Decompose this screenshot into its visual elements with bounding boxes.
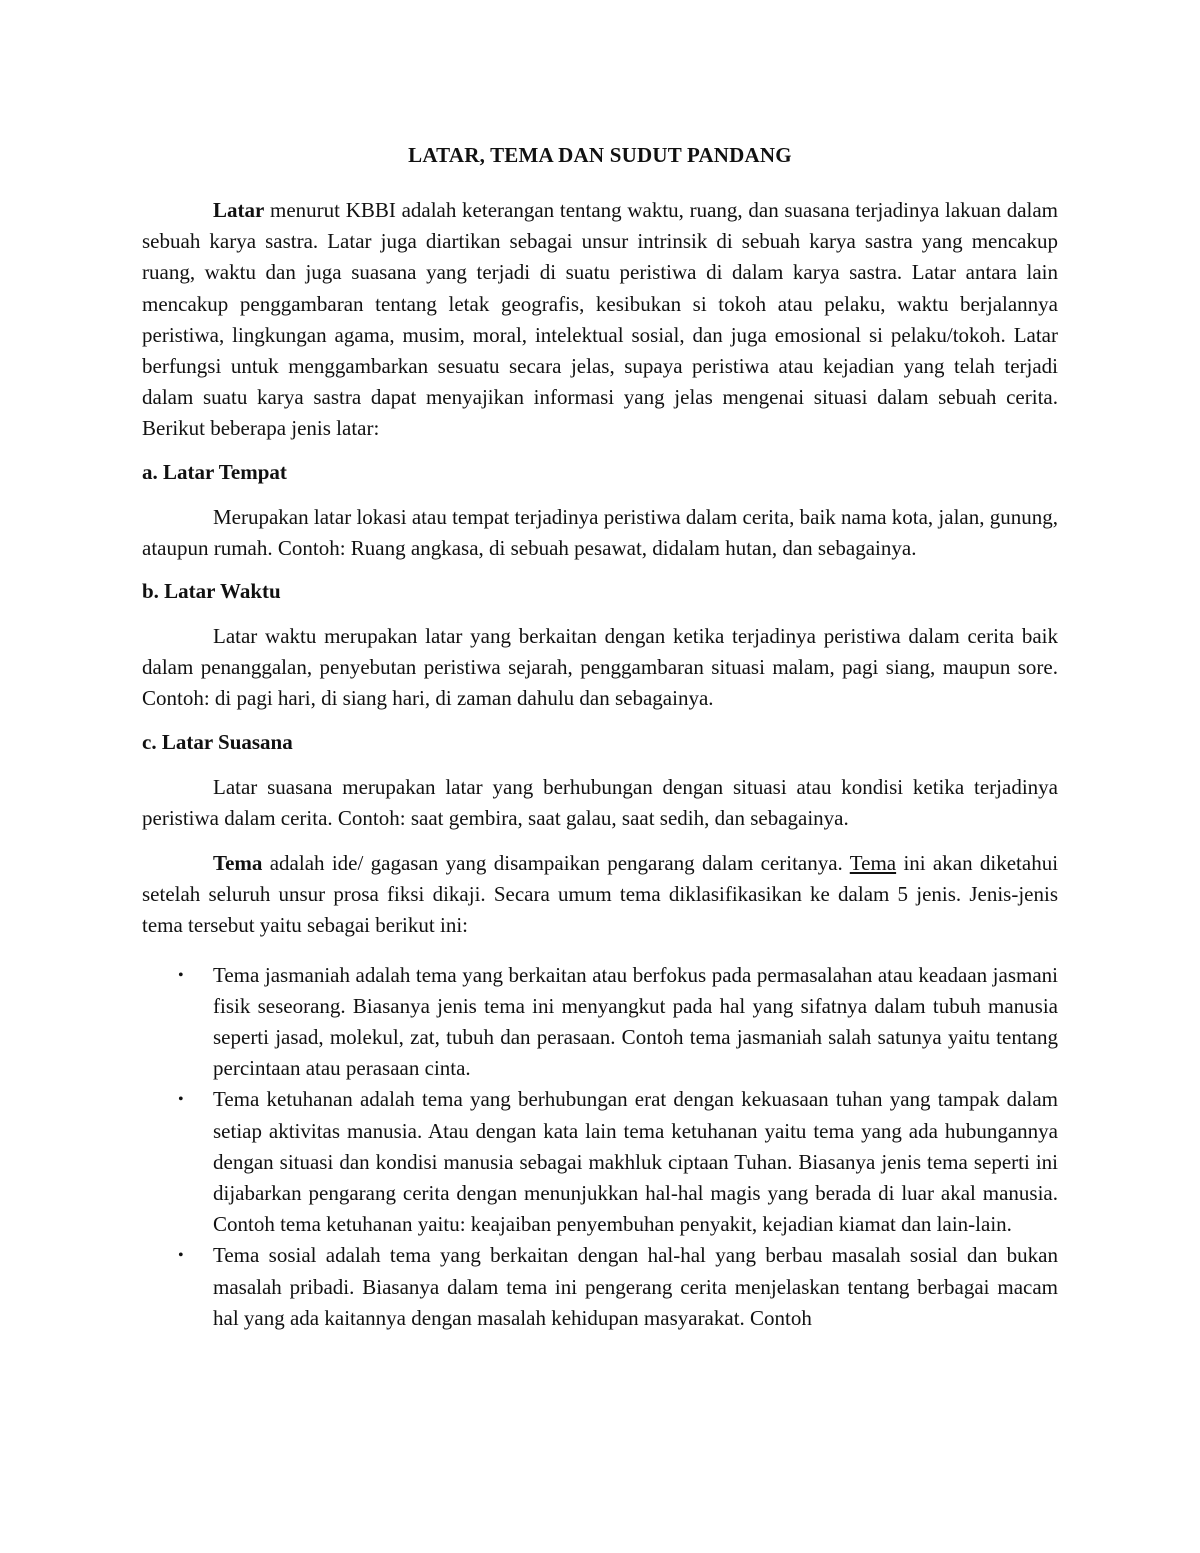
list-item xyxy=(142,1084,1058,1240)
section-text-latar-tempat: Merupakan latar lokasi atau tempat terjadinya peristiwa dalam cerita, baik nama kota, jalan, gunung, ataupun rumah. Contoh: Ruang angkasa, di sebuah pesawat, didalam hutan, dan sebagainya. xyxy=(142,504,1058,560)
tema-text-after: ini akan diketahui setelah seluruh unsur prosa fiksi dikaji. Secara umum tema diklasifikasikan ke dalam 5 jenis. Jenis-jenis tema tersebut yaitu sebagai berikut ini: xyxy=(142,851,1059,938)
bullet-icon: • xyxy=(178,966,184,984)
list-item-text: Tema sosial adalah tema yang berkaitan dengan hal-hal yang berbau masalah sosial dan bukan masalah pribadi. Biasanya dalam tema ini pengerang cerita menjelaskan tentang berbagai macam hal yang ada kaitannya dengan masalah kehidupan masyarakat. Contoh xyxy=(213,1243,1058,1330)
list-item-text: Tema ketuhanan adalah tema yang berhubungan erat dengan kekuasaan tuhan yang tampak dalam setiap aktivitas manusia. Atau dengan kata lain tema ketuhanan yaitu tema yang ada hubungannya dengan situasi dan kondisi manusia sebagai makhluk ciptaan Tuhan. Biasanya jenis tema seperti ini dijabarkan pengarang cerita dengan menunjukkan hal-hal magis yang berada di luar akal manusia. Contoh tema ketuhanan yaitu: keajaiban penyembuhan penyakit, kejadian kiamat dan lain-lain. xyxy=(213,1087,1058,1237)
section-text-latar-waktu: Latar waktu merupakan latar yang berkaitan dengan ketika terjadinya peristiwa dalam cerita baik dalam penanggalan, penyebutan peristiwa sejarah, penggambaran situasi malam, pagi siang, maupun sore. Contoh: di pagi hari, di siang hari, di zaman dahulu dan sebagainya. xyxy=(142,624,1058,711)
section-text-latar-suasana: Latar suasana merupakan latar yang berhubungan dengan situasi atau kondisi ketika terjadinya peristiwa dalam cerita. Contoh: saat gembira, saat galau, saat sedih, dan sebagainya. xyxy=(142,774,1058,830)
tema-text-before: adalah ide/ gagasan yang disampaikan pengarang dalam ceritanya. xyxy=(269,851,843,876)
page-title: LATAR, TEMA DAN SUDUT PANDANG xyxy=(408,143,792,167)
list-item xyxy=(142,1240,1058,1334)
list-item xyxy=(142,960,1058,1085)
bullet-icon: • xyxy=(178,1091,184,1109)
tema-types-list xyxy=(142,960,1058,1334)
section-heading-latar-suasana: c. Latar Suasana xyxy=(142,729,293,754)
document-page xyxy=(142,140,1058,1334)
list-item-text: Tema jasmaniah adalah tema yang berkaitan atau berfokus pada permasalahan atau keadaan jasmani fisik seseorang. Biasanya jenis tema ini menyangkut pada hal yang sifatnya dalam tubuh manusia seperti jasad, molekul, zat, tubuh dan perasaan. Contoh tema jasmaniah salah satunya yaitu tentang percintaan atau perasaan cinta. xyxy=(213,962,1058,1081)
tema-paragraph xyxy=(142,848,1058,942)
latar-paragraph xyxy=(142,195,1058,445)
bullet-icon: • xyxy=(178,1247,184,1265)
section-heading-latar-tempat: a. Latar Tempat xyxy=(142,459,287,484)
tema-link[interactable]: Tema xyxy=(849,851,897,876)
latar-term: Latar xyxy=(213,198,265,222)
tema-term: Tema xyxy=(213,851,263,876)
latar-text: menurut KBBI adalah keterangan tentang waktu, ruang, dan suasana terjadinya lakuan dalam sebuah karya sastra. Latar juga diartikan sebagai unsur intrinsik di sebuah karya sastra yang mencakup ruang, waktu dan juga suasana yang terjadi di suatu peristiwa di dalam karya sastra. Latar antara lain mencakup penggambaran tentang letak geografis, kesibukan si tokoh atau pelaku, waktu berjalannya peristiwa, lingkungan agama, musim, moral, intelektual sosial, dan juga emosional si pelaku/tokoh. Latar berfungsi untuk menggambarkan sesuatu secara jelas, supaya peristiwa atau kejadian yang telah terjadi dalam suatu karya sastra dapat menyajikan informasi yang jelas mengenai situasi dalam sebuah cerita. Berikut beberapa jenis latar: xyxy=(142,198,1059,441)
section-heading-latar-waktu: b. Latar Waktu xyxy=(142,579,281,604)
